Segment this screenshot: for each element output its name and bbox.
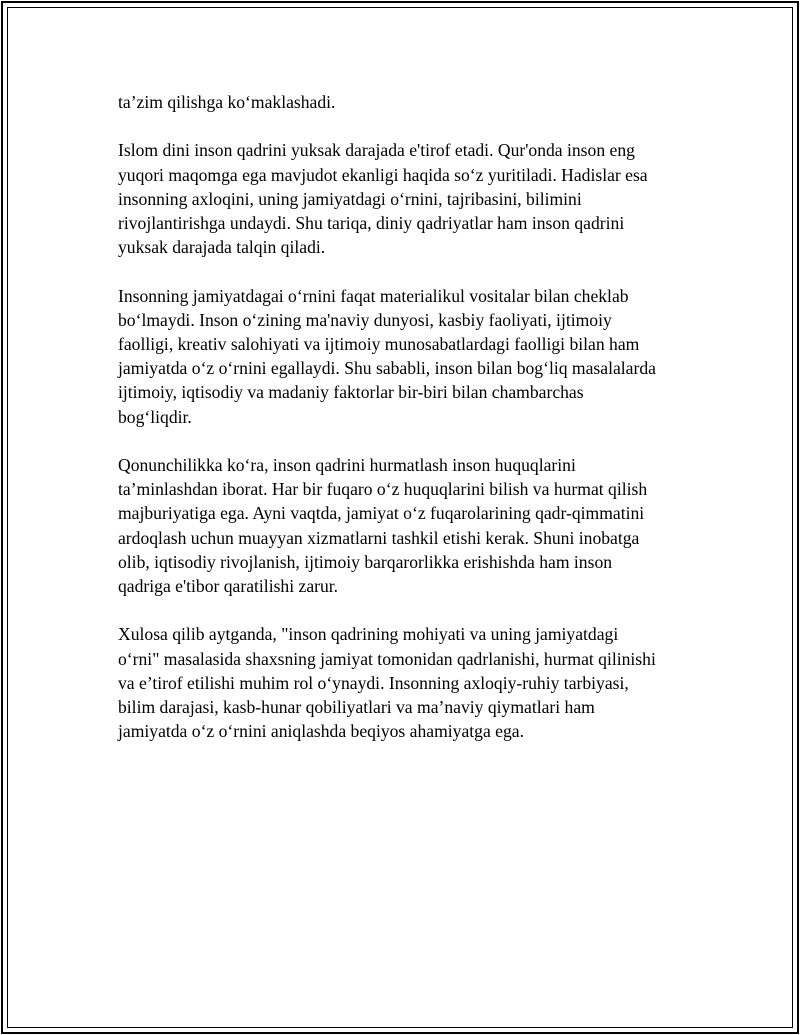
text-line: bog‘liqdir. xyxy=(118,406,192,427)
text-line: jamiyatda o‘z o‘rnini aniqlashda beqiyos ahamiyatga ega. xyxy=(118,721,524,742)
paragraph xyxy=(118,453,698,598)
text-line: yuqori maqomga ega mavjudot ekanligi haqida so‘z yuritiladi. Hadislar esa xyxy=(118,164,648,185)
paragraph xyxy=(118,622,698,743)
text-line: majburiyatiga ega. Ayni vaqtda, jamiyat o‘z fuqarolarining qadr-qimmatini xyxy=(118,503,645,524)
text-line: ijtimoiy, iqtisodiy va madaniy faktorlar bir-biri bilan chambarchas xyxy=(118,382,584,403)
text-line: Islom dini inson qadrini yuksak darajada e'tirof etadi. Qur'onda inson eng xyxy=(118,140,635,161)
text-line: rivojlantirishga undaydi. Shu tariqa, diniy qadriyatlar ham inson qadrini xyxy=(118,213,625,233)
text-line: insonning axloqini, uning jamiyatdagi o‘rnini, tajribasini, bilimini xyxy=(118,188,582,209)
text-line: va e’tirof etilishi muhim rol o‘ynaydi. Insonning axloqiy-ruhiy tarbiyasi, xyxy=(118,672,629,693)
text-line: bo‘lmaydi. Inson o‘zining ma'naviy dunyosi, kasbiy faoliyati, ijtimoiy xyxy=(118,309,612,330)
text-line: faolligi, kreativ salohiyati va ijtimoiy munosabatlardagi faolligi bilan ham xyxy=(118,334,640,354)
paragraph xyxy=(118,138,698,259)
document-body xyxy=(118,90,698,768)
text-line: olib, iqtisodiy rivojlanish, ijtimoiy barqarorlikka erishishda ham inson xyxy=(118,551,613,572)
paragraph xyxy=(118,90,698,114)
text-line: jamiyatda o‘z o‘rnini egallaydi. Shu sababli, inson bilan bog‘liq masalalarda xyxy=(118,358,656,379)
text-line: ta’zim qilishga ko‘maklashadi. xyxy=(118,92,336,112)
text-line: yuksak darajada talqin qiladi. xyxy=(118,237,326,258)
text-line: bilim darajasi, kasb-hunar qobiliyatlari va ma’naviy qiymatlari ham xyxy=(118,697,595,718)
text-line: ta’minlashdan iborat. Har bir fuqaro o‘z huquqlarini bilish va hurmat qilish xyxy=(118,479,648,500)
text-line: Insonning jamiyatdagai o‘rnini faqat materialikul vositalar bilan cheklab xyxy=(118,285,629,306)
text-line: Qonunchilikka ko‘ra, inson qadrini hurmatlash inson huquqlarini xyxy=(118,455,576,475)
text-line: qadriga e'tibor qaratilishi zarur. xyxy=(118,576,339,597)
text-line: ardoqlash uchun muayyan xizmatlarni tashkil etishi kerak. Shuni inobatga xyxy=(118,527,640,548)
text-line: Xulosa qilib aytganda, "inson qadrining mohiyati va uning jamiyatdagi xyxy=(118,624,619,645)
paragraph xyxy=(118,284,698,429)
text-line: o‘rni" masalasida shaxsning jamiyat tomonidan qadrlanishi, hurmat qilinishi xyxy=(118,648,656,669)
